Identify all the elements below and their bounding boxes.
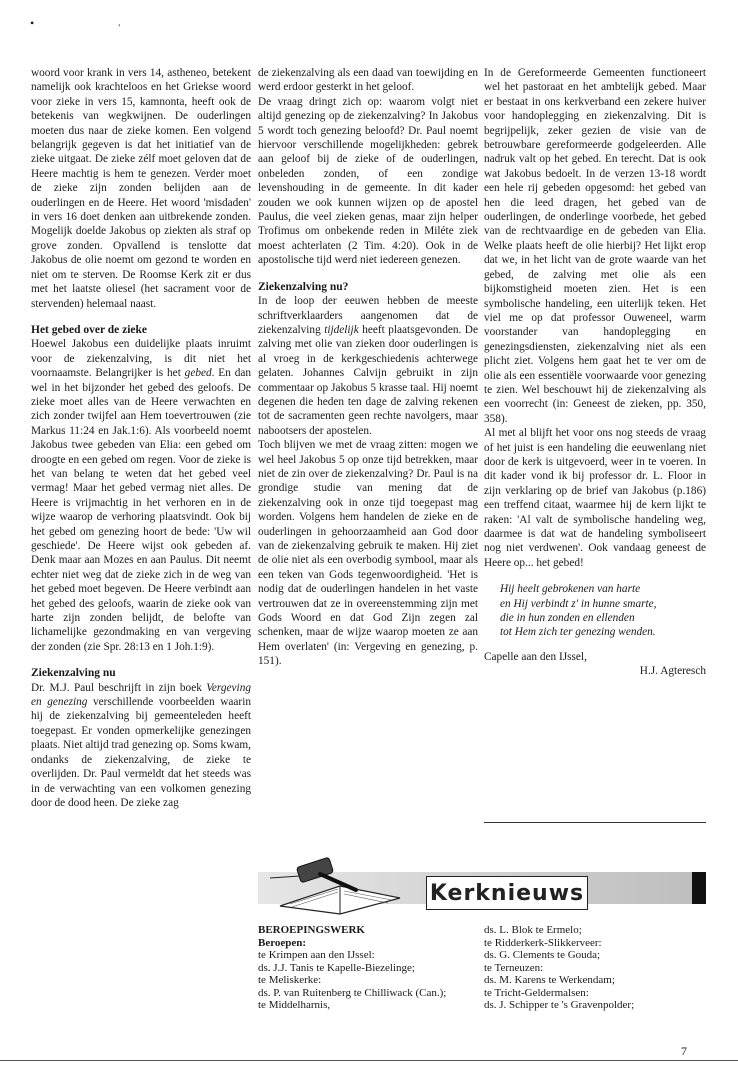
banner-title-box: [426, 876, 588, 910]
paragraph: woord voor krank in vers 14, astheneo, betekent namelijk ook krachteloos en het Griekse woord voor zieke in vers 15, kamnonta, heeft ook de betekenis van wegkwijnen. De ouderlingen moeten dus naar de zieke komen. Een volgend belangrijk gegeven is dat het initiatief van de zieke uitgaat. De zieke zélf moet geloven dat de Heere machtig is hem te genezen. Verder moet de zieke zijn zonden belijden aan de ouderlingen en de Heere. Het woord 'misdaden' in vers 16 doet denken aan uitbrekende zonden. Mogelijk doelde Jakobus op ziekten als straf op grove zonden. Opvallend is tenslotte dat Jakobus de olie noemt om gezond te worden en niet om te sterven. De Roomse Kerk zit er dus met het laatste oliesel (het sacrament voor de stervenden) helemaal naast.: [31, 67, 251, 310]
list-item: te Tricht-Geldermalsen:: [484, 986, 589, 999]
section-heading: Ziekenzalving nu: [31, 667, 116, 680]
beroepingswerk-list-continued: [484, 924, 706, 1012]
paragraph: Hoewel Jakobus een duidelijke plaats inruimt voor de ziekenzalving, is dit niet het voornaamste. Belangrijker is het gebed. En dan wel in het bijzonder het gebed des geloofs. De zieke moet alles van de Heere verwachten en zich zonder twijfel aan Hem toevertrouwen (zie Markus 11:24 en Jak.1:6). Als voorbeeld noemt Jakobus twee gebeden van Elia: een gebed om droogte en een gebed om regen. Voor de zieke is het van belang te weten dat het gebed veel vermag! Maar het gebed vermag niet alles. De Heere is vrijmachtig in het verhoren en in de wijze waarop de verhoring plaatsvindt. Ook bij het gebed om genezing hoort de bede: 'Uw wil geschiede'. De Heere wijst ook gebeden af. Denk maar aan Mozes en aan Paulus. Dit neemt echter niet weg dat de zieke zich in de weg van het gebed moet begeven. De Heere verbindt aan het gebed des geloofs, waarin de zieke ook van harte zijn zonden belijdt, de belofte van lichamelijke gezondmaking en van vergeving der zonden (zie Spr. 28:13 en 1 Joh.1:9).: [31, 338, 251, 653]
column-1: [31, 66, 251, 810]
paragraph: In de Gereformeerde Gemeenten functioneert wel het pastoraat en het ambtelijk gebed. Maar er bestaat in ons kerkverband een zekere huiver voor handoplegging en ziekenzalving. Dit is begrijpelijk, zeker gezien de visie van de betrouwbare gereformeerde godgeleerden. Alle nadruk valt op het gebed. En terecht. Dat is ook wat Jakobus bedoelt. In de verzen 13-18 wordt een hele rij gebeden opgesomd: het gebed van hen die leed dragen, het gebed van de ouderlingen, de onderlinge voorbede, het gebed van de rechtvaardige en de gebeden van Elia. Welke plaats heeft de olie hierbij? Het lijkt erop dat we, in het licht van de grote waarde van het gebed, de zalving met olie als een bijkomstigheid moeten zien. Het is een symbolische handeling, een uiterlijk teken. Het viel me op dat professor Ouweneel, warm voorstander van handoplegging en genezingsdiensten, ziekenzalving niet als een plicht ziet. Volgens hem gaat het te ver om de olie als een essentiële voorwaarde voor genezing te zien. Wel beschouwt hij de ziekenzalving als een voorrecht (in: Geneest de zieken, pp. 350, 358).: [484, 67, 706, 425]
paragraph: Dr. M.J. Paul beschrijft in zijn boek Vergeving en genezing verschillende voorbeelden waarin hij de ziekenzalving bij gemeenteleden heeft toegepast. Er vonden opmerkelijke genezingen plaats. Niet altijd trad genezing op. Soms kwam, ondanks de ziekenzalving, de zieke te overlijden. Dr. Paul vermeldt dat het steeds was in de verwachting van een volkomen genezing door de dood heen. De zieke zag: [31, 681, 251, 809]
banner-end-block: [692, 872, 706, 904]
banner-title: Kerknieuws: [429, 880, 585, 906]
section-heading: Ziekenzalving nu?: [258, 280, 349, 293]
verse-quote: Hij heelt gebrokenen van harte en Hij verbindt z' in hunne smarte, die in hun zonden en ellenden tot Hem zich ter genezing wenden.: [500, 583, 657, 639]
paragraph: Toch blijven we met de vraag zitten: mogen we wel heel Jakobus 5 op onze tijd betrekken, maar niet de zin over de ziekenzalving? Dr. Paul is na grondige studie van mening dat de ziekenzalving ook in onze tijd toegepast mag worden. Volgens hem handelen de zieke en de ouderlingen in gehoorzaamheid aan God door van de ziekenzalving gebruik te maken. Hij ziet de olie niet als een overbodig symbool, maar als een teken van Gods tegenwoordigheid. 'Het is nodig dat de ouderlingen handelen in het vaste vertrouwen dat ze in overeenstemming zijn met Gods Woord en dat God Zijn zegen zal schenken, maar de wijze waarop moeten ze aan Hem overlaten' (in: Vergeving en genezing, p. 151).: [258, 439, 478, 668]
paragraph: de ziekenzalving als een daad van toewijding en werd erdoor gesterkt in het geloof.: [258, 67, 478, 94]
signature-author: H.J. Agteresch: [639, 665, 706, 678]
page-bottom-rule: [0, 1060, 738, 1061]
paragraph: Al met al blijft het voor ons nog steeds de vraag of het juist is een handeling die eeuwenlang niet door de kerk is uitgevoerd, weer in te voeren. In dit kader vond ik bij professor dr. L. Floor in zijn verklaring op de brief van Jakobus (p.186) een treffend citaat, waarmee hij de kern lijkt te raken: 'Al valt de symbolische handeling weg, daarmee is dat wat de handeling symboliseert nog niet verdwenen'. Ook vandaag geneest de Heere op... het gebed!: [484, 427, 706, 569]
list-item: ds. J.J. Tanis te Kapelle-Biezelinge;: [258, 961, 415, 974]
column-end-rule: [484, 822, 706, 823]
column-2: [258, 66, 478, 669]
section-heading: Het gebed over de zieke: [31, 323, 148, 336]
paragraph: In de loop der eeuwen hebben de meeste schriftverklaarders aangenomen dat de ziekenzalving tijdelijk heeft plaatsgevonden. De zalving met olie van zieken door ouderlingen is al vroeg in de kerkgeschiedenis achterwege gelaten. Johannes Calvijn gebruikt in zijn commentaar op Jakobus 5 krasse taal. Hij noemt degenen die heden ten dage de zalving rekenen tot de sacramenten geen rechte navolgers, maar nabootsers der apostelen.: [258, 295, 478, 437]
paragraph: De vraag dringt zich op: waarom volgt niet altijd genezing op de ziekenzalving? In Jakobus 5 wordt toch genezing beloofd? Dr. Paul noemt hiervoor verschillende mogelijkheden: gebrek aan geloof bij de zieke of de ouderlingen, onbeleden zonden, of een zondige levenshouding in de gemeente. In dit kader zouden we ook kunnen wijzen op de apostel Paulus, die veel zieken genas, maar zijn helper Trofimus om onbekende reden in Miléte ziek moest achterlaten (2 Tim. 4:20). Ook in de apostolische tijd werd niet iedereen genezen.: [258, 95, 478, 267]
list-item: te Middelharnis,: [258, 999, 331, 1011]
list-item: ds. J. Schipper te 's Gravenpolder;: [484, 999, 635, 1011]
list-item: te Meliskerke:: [258, 974, 322, 986]
list-heading: BEROEPINGSWERK: [258, 924, 365, 936]
list-item: ds. P. van Ruitenberg te Chilliwack (Can.);: [258, 986, 447, 999]
beroepingswerk-list: [258, 924, 478, 1012]
list-item: ds. G. Clements te Gouda;: [484, 949, 601, 961]
signature-place: Capelle aan den IJssel,: [484, 650, 587, 663]
page-number: 7: [681, 1044, 687, 1058]
gavel-book-icon: [260, 856, 410, 916]
list-item: te Krimpen aan den IJssel:: [258, 949, 375, 961]
list-item: te Ridderkerk-Slikkerveer:: [484, 936, 602, 949]
list-subheading: Beroepen:: [258, 936, 307, 949]
list-item: ds. M. Karens te Werkendam;: [484, 974, 615, 986]
kerknieuws-banner: [258, 858, 706, 916]
registration-marks: • ˒: [30, 16, 162, 30]
column-3: [484, 66, 706, 679]
list-item: te Terneuzen:: [484, 961, 544, 974]
list-item: ds. L. Blok te Ermelo;: [484, 924, 582, 936]
